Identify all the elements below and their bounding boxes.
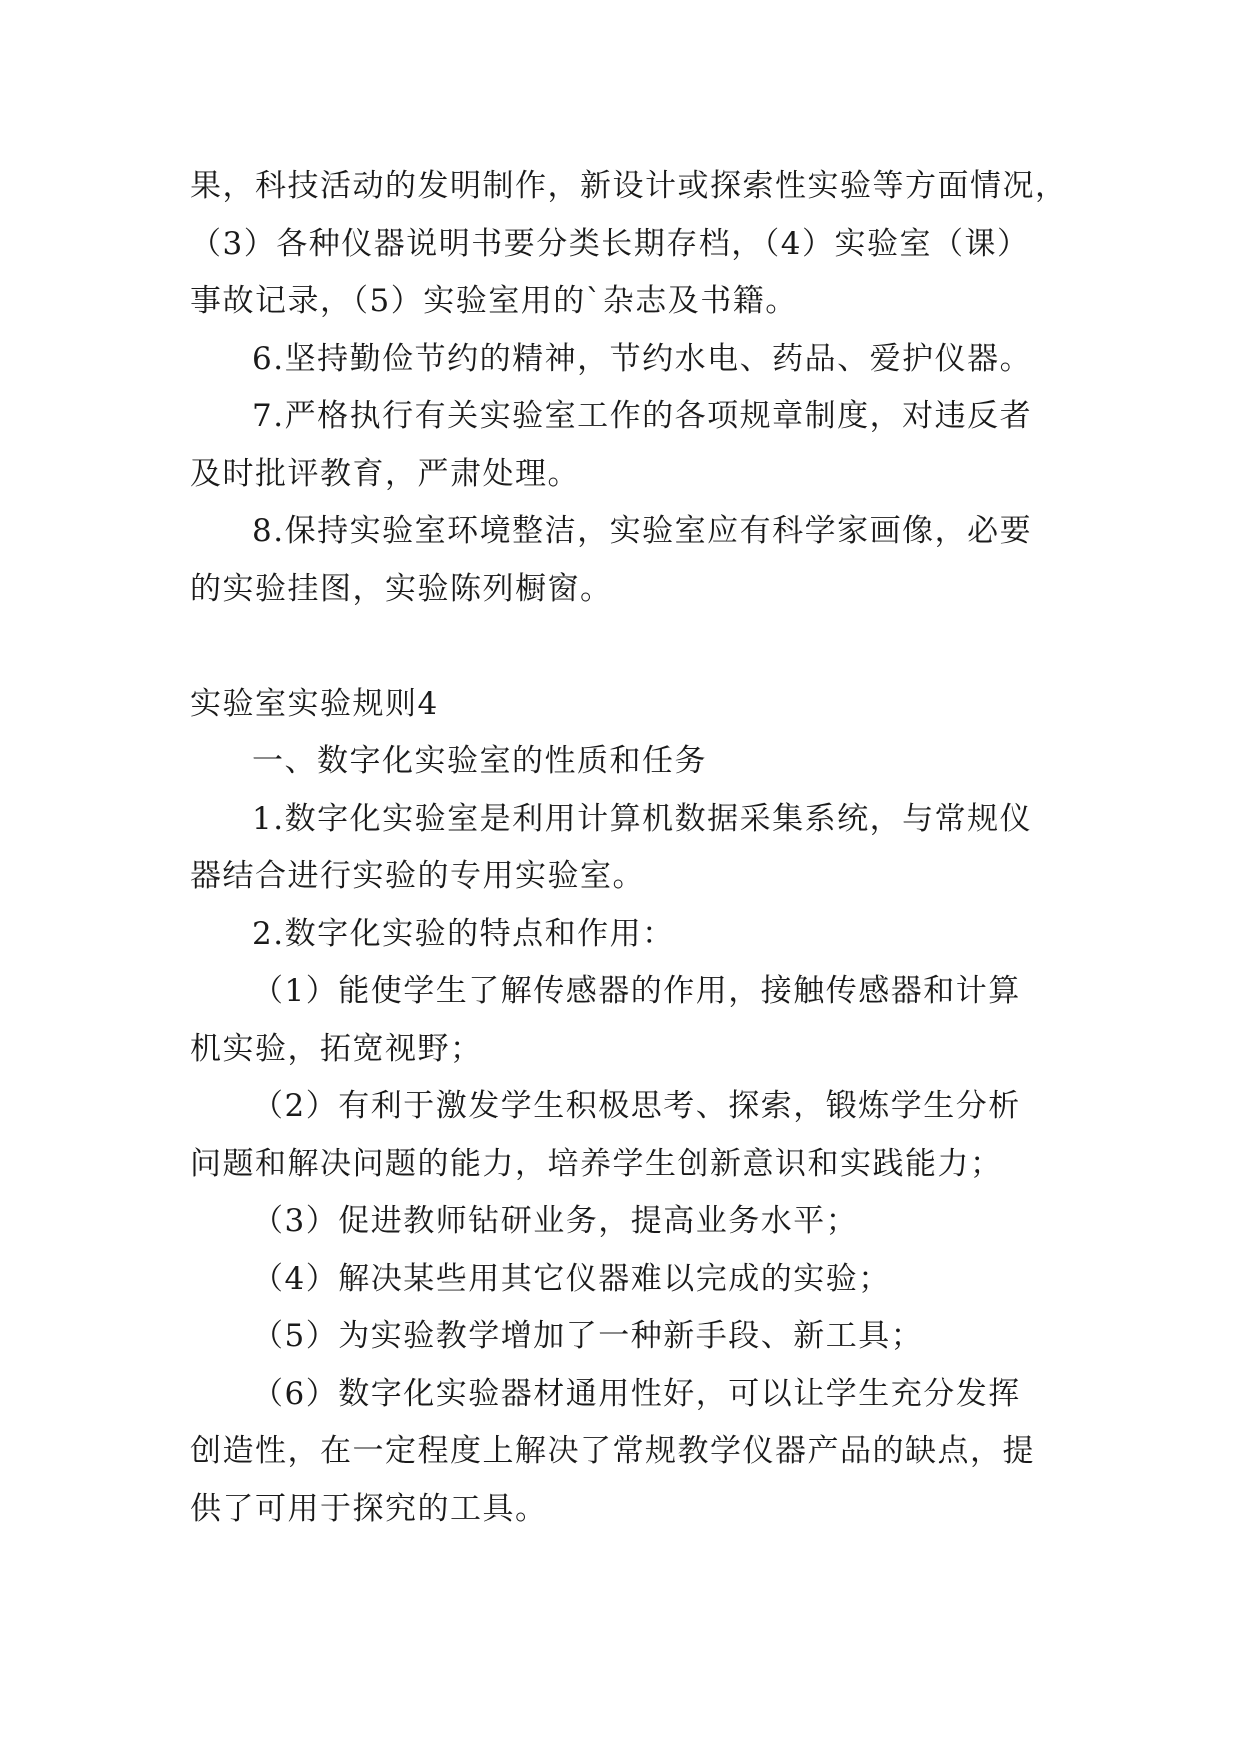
paragraph-line: 及时批评教育，严肃处理。 [190, 455, 580, 492]
paragraph-line: 7.严格执行有关实验室工作的各项规章制度，对违反者 [252, 398, 1033, 434]
paragraph-line: 果，科技活动的发明制作，新设计或探索性实验等方面情况， [190, 168, 1068, 204]
section-heading: 实验室实验规则4 [190, 685, 439, 722]
section-spacer [190, 618, 1050, 676]
paragraph-line: （3）各种仪器说明书要分类长期存档，（4）实验室（课） [190, 225, 1030, 262]
paragraph-line: 器结合进行实验的专用实验室。 [190, 858, 645, 894]
list-item-line: （3）促进教师钻研业务，提高业务水平； [252, 1203, 859, 1239]
list-item-line: （2）有利于激发学生积极思考、探索，锻炼学生分析 [252, 1088, 1021, 1124]
paragraph-line: 6.坚持勤俭节约的精神，节约水电、药品、爱护仪器。 [252, 340, 1033, 377]
subsection-heading: 一、数字化实验室的性质和任务 [252, 743, 707, 779]
paragraph-line: 2.数字化实验的特点和作用： [252, 915, 675, 952]
list-item-line: （4）解决某些用其它仪器难以完成的实验； [252, 1260, 891, 1297]
paragraph-line: 8.保持实验室环境整洁，实验室应有科学家画像，必要 [252, 513, 1033, 549]
list-item-line: 机实验，拓宽视野； [190, 1030, 483, 1067]
paragraph-line: 1.数字化实验室是利用计算机数据采集系统，与常规仪 [252, 800, 1033, 837]
list-item-line: （6）数字化实验器材通用性好，可以让学生充分发挥 [252, 1375, 1021, 1412]
list-item-line: （5）为实验教学增加了一种新手段、新工具； [252, 1318, 924, 1354]
paragraph-line: 事故记录，（5）实验室用的`杂志及书籍。 [190, 283, 798, 319]
list-item-line: 问题和解决问题的能力，培养学生创新意识和实践能力； [190, 1145, 1003, 1182]
document-body [190, 158, 1068, 1538]
list-item-line: （1）能使学生了解传感器的作用，接触传感器和计算 [252, 973, 1021, 1009]
list-item-line: 创造性，在一定程度上解决了常规教学仪器产品的缺点，提 [190, 1433, 1035, 1469]
list-item-line: 供了可用于探究的工具。 [190, 1490, 548, 1527]
paragraph-line: 的实验挂图，实验陈列橱窗。 [190, 570, 613, 607]
